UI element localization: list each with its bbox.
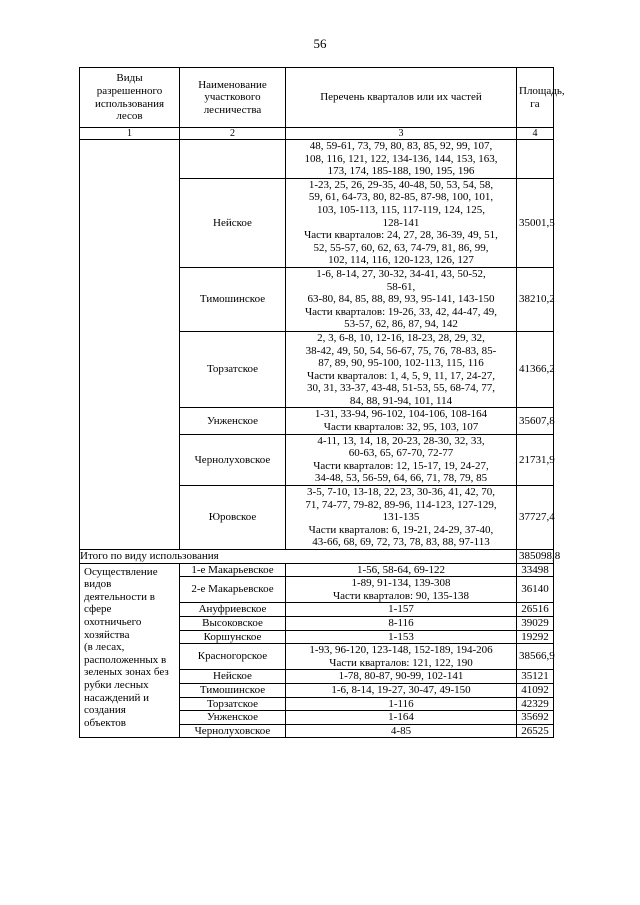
quarters-line: Части кварталов: 6, 19-21, 24-29, 37-40, [308, 523, 494, 536]
area-value: 19292 [517, 630, 554, 644]
column-number-row [80, 128, 554, 140]
usage-type-line: деятельности в [84, 590, 155, 603]
total-label: Итого по виду использования [80, 550, 517, 564]
usage-type-line: сфере [84, 603, 112, 616]
area-value: 35607,8 [517, 408, 554, 434]
quarters-line: 1-6, 8-14, 19-27, 30-47, 49-150 [331, 683, 471, 696]
area-value: 38566,9 [517, 644, 554, 670]
quarters-list [286, 331, 517, 408]
area-value: 41092 [517, 683, 554, 697]
column-number: 2 [180, 128, 286, 140]
usage-type-line: охотничьего [84, 615, 142, 628]
forestry-name: Торзатское [180, 331, 286, 408]
forestry-name: Тимошинское [180, 683, 286, 697]
quarters-line: 128-141 [382, 216, 420, 229]
area-value: 26516 [517, 603, 554, 617]
area-value [517, 140, 554, 179]
quarters-list [286, 178, 517, 267]
forestry-name: 1-е Макарьевское [180, 563, 286, 577]
forestry-name: Нейское [180, 178, 286, 267]
quarters-line: 131-135 [382, 511, 420, 524]
quarters-line: Части кварталов: 1, 4, 5, 9, 11, 17, 24-27, [307, 369, 495, 382]
forestry-name: Коршунское [180, 630, 286, 644]
forestry-name: Торзатское [180, 697, 286, 711]
quarters-line: 30, 31, 33-37, 43-48, 51-53, 55, 68-74, 77, [307, 382, 495, 395]
quarters-line: Части кварталов: 32, 95, 103, 107 [323, 421, 479, 434]
forestry-name [180, 140, 286, 179]
usage-type-line: создания [84, 704, 126, 717]
page-number: 56 [313, 36, 327, 51]
table-row [80, 563, 554, 577]
quarters-list [286, 267, 517, 331]
table-row [80, 140, 554, 179]
usage-type-line: Осуществление [84, 565, 158, 578]
usage-type-line: видов [84, 578, 112, 591]
quarters-list [286, 563, 517, 577]
forestry-name: Нейское [180, 670, 286, 684]
usage-type-line: насаждений и [84, 691, 150, 704]
quarters-list [286, 408, 517, 434]
forestry-name: 2-е Макарьевское [180, 577, 286, 603]
quarters-line: 1-23, 25, 26, 29-35, 40-48, 50, 53, 54, 58, [308, 178, 494, 191]
quarters-line: 52, 55-57, 60, 62, 63, 74-79, 81, 86, 99, [313, 241, 489, 254]
quarters-line: 63-80, 84, 85, 88, 89, 93, 95-141, 143-150 [307, 293, 495, 306]
quarters-line: 1-157 [388, 603, 414, 616]
total-value: 385098,8 [517, 550, 554, 564]
quarters-line: 60-63, 65, 67-70, 72-77 [348, 447, 454, 460]
quarters-line: Части кварталов: 12, 15-17, 19, 24-27, [313, 459, 489, 472]
quarters-line: 1-153 [388, 630, 414, 643]
quarters-line: 43-66, 68, 69, 72, 73, 78, 83, 88, 97-113 [312, 536, 490, 549]
quarters-line: Части кварталов: 121, 122, 190 [329, 656, 473, 669]
quarters-line: 4-85 [390, 724, 412, 737]
quarters-list [286, 630, 517, 644]
header-quarters-list: Перечень кварталов или их частей [286, 68, 517, 128]
quarters-list [286, 724, 517, 738]
header-row [80, 68, 554, 128]
quarters-line: 173, 174, 185-188, 190, 195, 196 [327, 165, 475, 178]
area-value: 26525 [517, 724, 554, 738]
quarters-list [286, 577, 517, 603]
forestry-name: Юровское [180, 486, 286, 550]
quarters-line: 48, 59-61, 73, 79, 80, 83, 85, 92, 99, 107, [309, 140, 493, 152]
quarters-line: 1-164 [388, 711, 414, 724]
area-value: 41366,2 [517, 331, 554, 408]
quarters-line: 1-56, 58-64, 69-122 [357, 563, 445, 576]
quarters-line: 8-116 [388, 616, 414, 629]
header-area: Площадь, га [517, 68, 554, 128]
quarters-line: 53-57, 62, 86, 87, 94, 142 [344, 318, 458, 331]
quarters-list [286, 603, 517, 617]
forestry-name: Чернолуховское [180, 434, 286, 485]
usage-type-cell [80, 140, 180, 550]
forestry-name: Тимошинское [180, 267, 286, 331]
quarters-line: 38-42, 49, 50, 54, 56-67, 75, 76, 78-83, 85- [305, 344, 497, 357]
quarters-line: Части кварталов: 19-26, 33, 42, 44-47, 49, [305, 305, 497, 318]
area-value: 33498 [517, 563, 554, 577]
area-value: 38210,2 [517, 267, 554, 331]
quarters-line: 1-93, 96-120, 123-148, 152-189, 194-206 [309, 644, 493, 657]
area-value: 35121 [517, 670, 554, 684]
quarters-line: 87, 89, 90, 95-100, 102-113, 115, 116 [318, 357, 484, 370]
quarters-list [286, 711, 517, 725]
quarters-list [286, 644, 517, 670]
quarters-line: 2, 3, 6-8, 10, 12-16, 18-23, 28, 29, 32, [317, 331, 485, 344]
area-value: 35001,5 [517, 178, 554, 267]
quarters-line: 1-6, 8-14, 27, 30-32, 34-41, 43, 50-52, [316, 267, 486, 280]
usage-type-line: объектов [84, 716, 126, 729]
usage-type-line: расположенных в [84, 653, 167, 666]
quarters-line: 1-116 [388, 697, 414, 710]
usage-type-line: хозяйства [84, 628, 130, 641]
forestry-name: Унженское [180, 408, 286, 434]
quarters-list [286, 670, 517, 684]
quarters-line: 102, 114, 116, 120-123, 126, 127 [328, 254, 474, 267]
quarters-line: 4-11, 13, 14, 18, 20-23, 28-30, 32, 33, [317, 434, 485, 447]
usage-type-line: (в лесах, [84, 641, 125, 654]
forestry-name: Чернолуховское [180, 724, 286, 738]
quarters-line: 58-61, [386, 280, 416, 293]
usage-type-line: рубки лесных [84, 678, 149, 691]
total-row [80, 550, 554, 564]
quarters-line: Части кварталов: 24, 27, 28, 36-39, 49, 51, [304, 229, 498, 242]
forestry-name: Унженское [180, 711, 286, 725]
area-value: 42329 [517, 697, 554, 711]
quarters-line: Части кварталов: 90, 135-138 [332, 589, 470, 602]
area-value: 21731,9 [517, 434, 554, 485]
quarters-line: 108, 116, 121, 122, 134-136, 144, 153, 163, [304, 152, 498, 165]
usage-type-line: зеленых зонах без [84, 666, 169, 679]
area-value: 35692 [517, 711, 554, 725]
column-number: 4 [517, 128, 554, 140]
area-value: 39029 [517, 616, 554, 630]
quarters-line: 59, 61, 64-73, 80, 82-85, 87-98, 100, 101, [308, 191, 494, 204]
quarters-line: 84, 88, 91-94, 101, 114 [349, 394, 453, 407]
quarters-line: 34-48, 53, 56-59, 64, 66, 71, 78, 79, 85 [314, 472, 488, 485]
quarters-line: 71, 74-77, 79-82, 89-96, 114-123, 127-129, [305, 498, 497, 511]
forestry-name: Красногорское [180, 644, 286, 670]
quarters-line: 3-5, 7-10, 13-18, 22, 23, 30-36, 41, 42, 70, [307, 486, 495, 499]
quarters-line: 1-31, 33-94, 96-102, 104-106, 108-164 [314, 408, 488, 421]
quarters-list [286, 616, 517, 630]
forestry-name: Высоковское [180, 616, 286, 630]
quarters-line: 1-89, 91-134, 139-308 [351, 577, 451, 590]
header-forestry-name: Наименование участкового лесничества [180, 68, 286, 128]
column-number: 1 [80, 128, 180, 140]
header-usage-type: Виды разрешенного использования лесов [80, 68, 180, 128]
quarters-list [286, 486, 517, 550]
quarters-list [286, 683, 517, 697]
forest-quarters-table [79, 67, 565, 738]
quarters-line: 1-78, 80-87, 90-99, 102-141 [338, 670, 464, 683]
quarters-line: 103, 105-113, 115, 117-119, 124, 125, [317, 203, 485, 216]
area-value: 36140 [517, 577, 554, 603]
quarters-list [286, 140, 517, 179]
column-number: 3 [286, 128, 517, 140]
quarters-list [286, 434, 517, 485]
quarters-list [286, 697, 517, 711]
usage-type-cell [80, 563, 180, 738]
area-value: 37727,4 [517, 486, 554, 550]
forestry-name: Ануфриевское [180, 603, 286, 617]
